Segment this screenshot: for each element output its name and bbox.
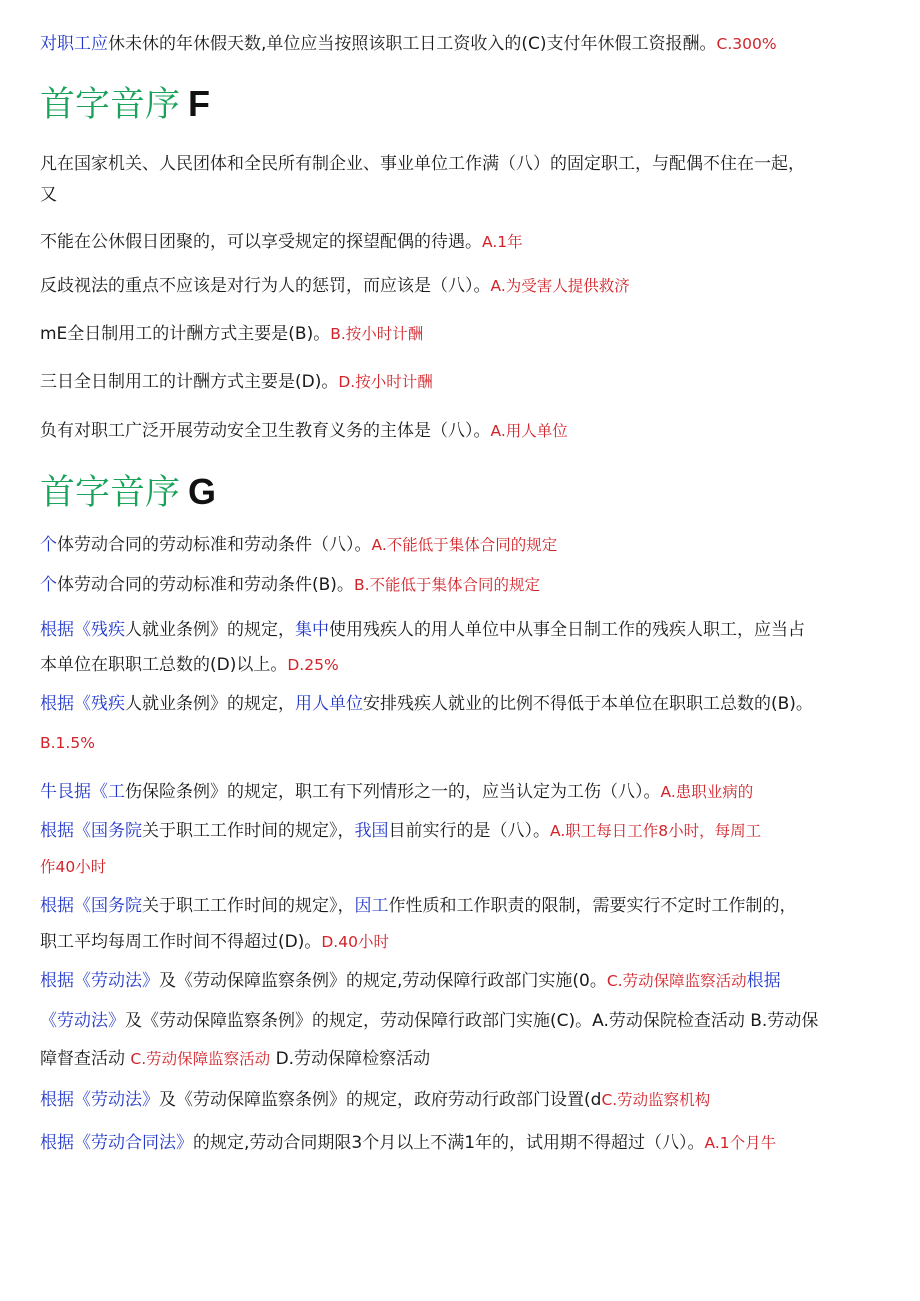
- answer-text: A.1个月牛: [704, 1134, 777, 1152]
- answer-text: B.按小时计酬: [330, 325, 424, 343]
- question-highlight: 集中: [295, 620, 329, 640]
- section-heading-g: [40, 470, 216, 515]
- question-prefix: 个: [40, 575, 57, 595]
- question-line-continued: [40, 183, 890, 207]
- question-text: 及《劳动保障监察条例》的规定,劳动保障行政部门实施(0。: [159, 971, 607, 991]
- question-prefix: 根据《劳动合同法》: [40, 1133, 193, 1153]
- question-line: [40, 573, 890, 597]
- question-prefix: 《劳动法》: [40, 1011, 125, 1031]
- question-prefix: 牛艮据《工: [40, 782, 125, 802]
- question-text: 又: [40, 185, 57, 205]
- question-line: [40, 322, 890, 346]
- answer-text: C.劳动保障监察活动: [606, 972, 747, 990]
- answer-text: B.不能低于集体合同的规定: [353, 576, 540, 594]
- question-prefix: 根据《残疾: [40, 620, 125, 640]
- question-line-continued: [40, 1009, 890, 1033]
- question-line: [40, 152, 890, 176]
- question-text: 不能在公休假日团聚的，可以享受规定的探望配偶的待遇。: [40, 232, 482, 252]
- question-text: 及《劳动保障监察条例》的规定，劳动保障行政部门实施(C)。A.劳动保院检查活动 B.劳动保: [125, 1011, 819, 1031]
- question-text: 反歧视法的重点不应该是对行为人的惩罚，而应该是（八）。: [40, 276, 491, 296]
- question-line: [40, 692, 890, 716]
- answer-text: A.不能低于集体合同的规定: [371, 536, 558, 554]
- section-heading-letter: F: [188, 83, 211, 124]
- question-text: 体劳动合同的劳动标准和劳动条件(B)。: [57, 575, 354, 595]
- question-highlight: 用人单位: [295, 694, 363, 714]
- question-text: 的规定,劳动合同期限3个月以上不满1年的，试用期不得超过（八）。: [193, 1133, 705, 1153]
- question-prefix: 根据《劳动法》: [40, 971, 159, 991]
- question-prefix: 根据《劳动法》: [40, 1090, 159, 1110]
- question-text: 凡在国家机关、人民团体和全民所有制企业、事业单位工作满（八）的固定职工，与配偶不住在一起，: [40, 154, 805, 174]
- question-line: [40, 894, 890, 918]
- answer-text: D.25%: [287, 656, 339, 674]
- question-line-continued: [40, 855, 890, 879]
- question-text: 关于职工工作时间的规定》，: [142, 821, 355, 841]
- section-heading-title: 首字音序: [40, 473, 181, 513]
- question-text: 目前实行的是（八）。: [388, 821, 550, 841]
- question-highlight: 因工: [354, 896, 389, 916]
- question-line: [40, 618, 890, 642]
- question-text: 本单位在职职工总数的(D)以上。: [40, 655, 288, 675]
- question-text: 作性质和工作职责的限制，需要实行不定时工作制的，: [388, 896, 797, 916]
- question-line: [40, 819, 890, 843]
- section-heading-title: 首字音序: [40, 85, 181, 125]
- question-line: [40, 370, 890, 394]
- question-line: [40, 1131, 890, 1155]
- question-text: 人就业条例》的规定，: [125, 694, 295, 714]
- question-prefix: 根据《国务院: [40, 896, 142, 916]
- question-text: mE全日制用工的计酬方式主要是(B)。: [40, 324, 331, 344]
- question-text: 障督查活动: [40, 1049, 131, 1069]
- question-text: 伤保险条例》的规定，职工有下列情形之一的，应当认定为工伤（八）。: [125, 782, 661, 802]
- question-line: [40, 274, 890, 298]
- question-line: [40, 780, 890, 804]
- question-prefix: 根据: [746, 971, 781, 991]
- answer-text: D.40小时: [321, 933, 389, 951]
- question-text: 人就业条例》的规定，: [125, 620, 295, 640]
- question-text: 休未休的年休假天数,单位应当按照该职工日工资收入的(C)支付年休假工资报酬。: [108, 34, 717, 54]
- question-line-continued: [40, 1047, 890, 1071]
- question-text: 体劳动合同的劳动标准和劳动条件（八）。: [57, 535, 372, 555]
- question-text: 三日全日制用工的计酬方式主要是(D)。: [40, 372, 339, 392]
- answer-text: C.劳动监察机构: [601, 1091, 711, 1109]
- answer-text: C.300%: [716, 35, 777, 53]
- question-prefix: 对职工应: [40, 34, 108, 54]
- question-text: 及《劳动保障监察条例》的规定，政府劳动行政部门设置(d: [159, 1090, 602, 1110]
- answer-text: C.劳动保障监察活动: [130, 1050, 271, 1068]
- answer-text: B.1.5%: [40, 734, 95, 752]
- answer-text: A.职工每日工作8小时，每周工: [550, 822, 762, 840]
- question-prefix: 根据《国务院: [40, 821, 142, 841]
- answer-text: D.按小时计酬: [338, 373, 433, 391]
- answer-text: A.用人单位: [490, 422, 568, 440]
- question-line: [40, 419, 890, 443]
- question-prefix: 个: [40, 535, 57, 555]
- question-text: 安排残疾人就业的比例不得低于本单位在职职工总数的(B)。: [363, 694, 813, 714]
- question-text: 负有对职工广泛开展劳动安全卫生教育义务的主体是（八）。: [40, 421, 491, 441]
- question-text: 职工平均每周工作时间不得超过(D)。: [40, 932, 322, 952]
- question-line: [40, 969, 890, 993]
- question-line-continued: [40, 731, 890, 755]
- question-line: [40, 230, 890, 254]
- answer-text: A.1年: [482, 233, 523, 251]
- question-line: [40, 533, 890, 557]
- question-line: [40, 32, 890, 56]
- question-prefix: 根据《残疾: [40, 694, 125, 714]
- answer-text: A.患职业病的: [660, 783, 754, 801]
- answer-text: 作40小时: [40, 858, 107, 876]
- question-line: [40, 1088, 890, 1112]
- question-highlight: 我国: [354, 821, 389, 841]
- question-line-continued: [40, 653, 890, 677]
- section-heading-f: [40, 82, 210, 127]
- answer-text: A.为受害人提供救济: [490, 277, 630, 295]
- question-line-continued: [40, 930, 890, 954]
- question-text: D.劳动保障检察活动: [270, 1049, 431, 1069]
- section-heading-letter: G: [188, 471, 217, 512]
- question-text: 关于职工工作时间的规定》，: [142, 896, 355, 916]
- question-text: 使用残疾人的用人单位中从事全日制工作的残疾人职工，应当占: [329, 620, 805, 640]
